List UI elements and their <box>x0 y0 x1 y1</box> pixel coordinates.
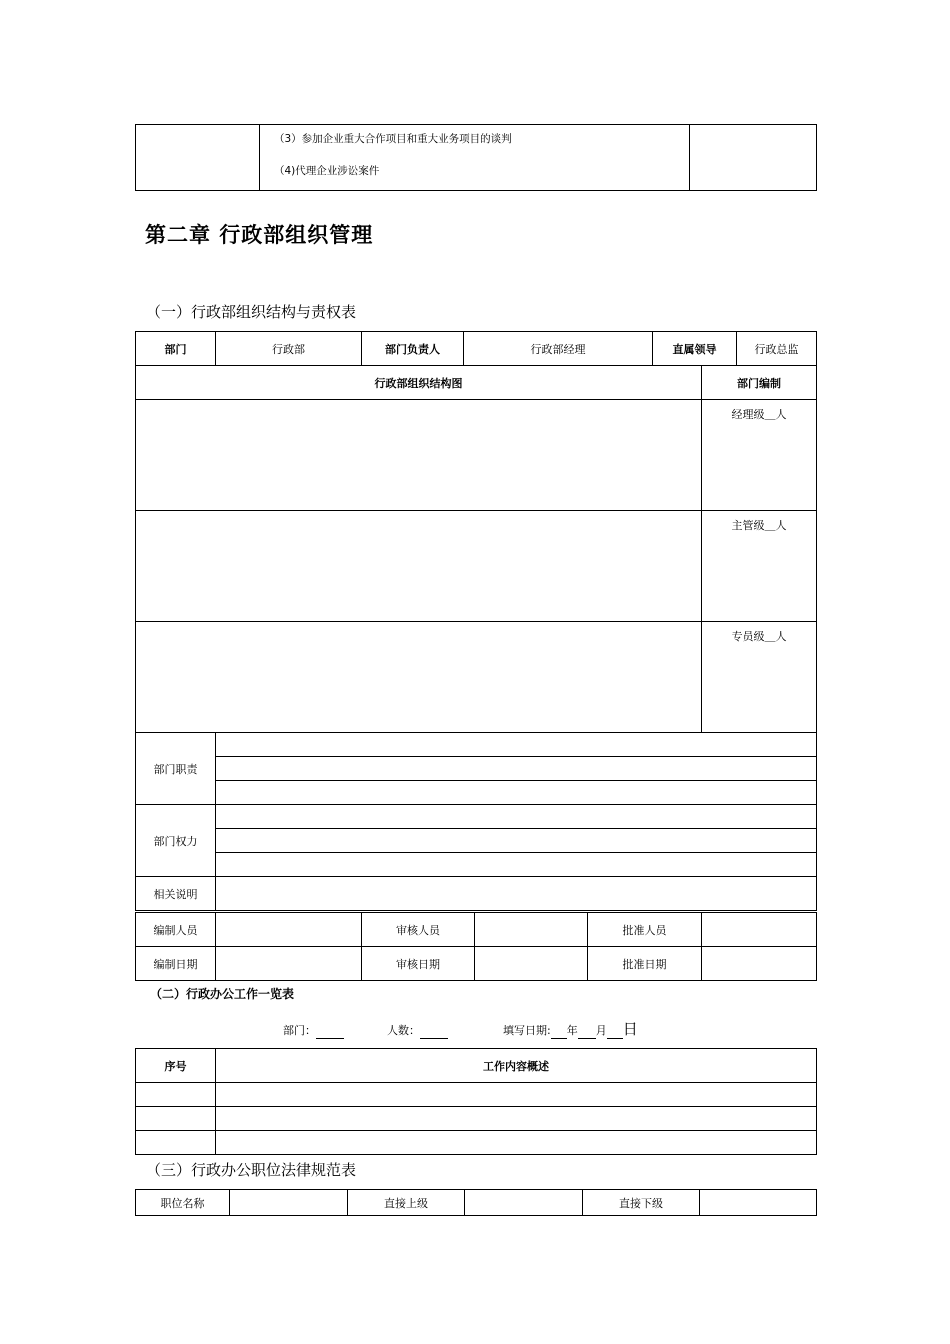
notes-label: 相关说明 <box>136 877 216 911</box>
approver-value <box>702 913 817 947</box>
superior-value: 行政总监 <box>737 332 817 366</box>
s2-dept-blank <box>316 1027 344 1039</box>
approve-date-value <box>702 947 817 981</box>
top-table-left-cell <box>136 125 260 191</box>
section1-title: （一）行政部组织结构与责权表 <box>146 303 357 321</box>
superior-label: 直属领导 <box>653 332 737 366</box>
top-table <box>135 124 817 191</box>
s2-year-blank <box>551 1027 567 1039</box>
s2-month: 月 <box>595 1024 607 1037</box>
org-chart-area-1 <box>136 400 702 511</box>
work-row-2-content <box>216 1107 817 1131</box>
approve-date-label: 批准日期 <box>588 947 702 981</box>
direct-superior-value <box>465 1190 583 1216</box>
col-no: 序号 <box>136 1049 216 1083</box>
prepared-date-value <box>216 947 362 981</box>
authority-label: 部门权力 <box>136 805 216 877</box>
org-chart-area-2 <box>136 511 702 622</box>
dept-label: 部门 <box>136 332 216 366</box>
prepared-by-label: 编制人员 <box>136 913 216 947</box>
authority-line-3 <box>216 853 817 877</box>
position-name-value <box>230 1190 348 1216</box>
s2-year: 年 <box>566 1024 578 1037</box>
col-content: 工作内容概述 <box>216 1049 817 1083</box>
s2-day-blank <box>607 1027 623 1039</box>
notes-value <box>216 877 817 911</box>
prepared-date-label: 编制日期 <box>136 947 216 981</box>
direct-subordinate-label: 直接下级 <box>583 1190 700 1216</box>
section2-meta <box>283 1018 638 1039</box>
head-label: 部门负责人 <box>362 332 464 366</box>
item-4: （4)代理企业涉讼案件 <box>274 165 380 177</box>
work-row-1-no <box>136 1083 216 1107</box>
position-name-label: 职位名称 <box>136 1190 230 1216</box>
head-value: 行政部经理 <box>464 332 653 366</box>
work-row-3-content <box>216 1131 817 1155</box>
staffing-label: 部门编制 <box>702 366 817 400</box>
direct-superior-label: 直接上级 <box>348 1190 465 1216</box>
specialist-level: 专员级＿人 <box>702 622 817 733</box>
duties-table <box>135 732 817 911</box>
item-3: （3）参加企业重大合作项目和重大业务项目的谈判 <box>274 133 512 145</box>
signoff-table <box>135 912 817 981</box>
authority-line-1 <box>216 805 817 829</box>
review-date-label: 审核日期 <box>362 947 475 981</box>
duties-line-3 <box>216 781 817 805</box>
reviewer-label: 审核人员 <box>362 913 475 947</box>
org-chart-table <box>135 365 817 733</box>
position-table <box>135 1189 817 1216</box>
duties-label: 部门职责 <box>136 733 216 805</box>
section3-title: （三）行政办公职位法律规范表 <box>146 1161 357 1179</box>
section2-title: （二）行政办公工作一览表 <box>150 987 295 1001</box>
work-row-2-no <box>136 1107 216 1131</box>
review-date-value <box>475 947 588 981</box>
top-table-right-cell <box>690 125 817 191</box>
s2-month-blank <box>578 1027 596 1039</box>
work-row-1-content <box>216 1083 817 1107</box>
org-chart-label: 行政部组织结构图 <box>136 366 702 400</box>
approver-label: 批准人员 <box>588 913 702 947</box>
authority-line-2 <box>216 829 817 853</box>
chapter-title: 第二章 行政部组织管理 <box>145 223 374 247</box>
s2-fill-date-label: 填写日期: <box>503 1024 551 1037</box>
reviewer-value <box>475 913 588 947</box>
org-chart-area-3 <box>136 622 702 733</box>
work-list-table <box>135 1048 817 1155</box>
dept-value: 行政部 <box>216 332 362 366</box>
manager-level: 经理级＿人 <box>702 400 817 511</box>
work-row-3-no <box>136 1131 216 1155</box>
supervisor-level: 主管级＿人 <box>702 511 817 622</box>
duties-line-1 <box>216 733 817 757</box>
prepared-by-value <box>216 913 362 947</box>
s2-count-label: 人数： <box>387 1024 420 1037</box>
s2-day: 日 <box>622 1020 638 1038</box>
top-table-items <box>260 125 690 191</box>
s2-dept-label: 部门： <box>283 1024 316 1037</box>
org-table <box>135 331 817 366</box>
direct-subordinate-value <box>700 1190 817 1216</box>
duties-line-2 <box>216 757 817 781</box>
s2-count-blank <box>420 1027 448 1039</box>
